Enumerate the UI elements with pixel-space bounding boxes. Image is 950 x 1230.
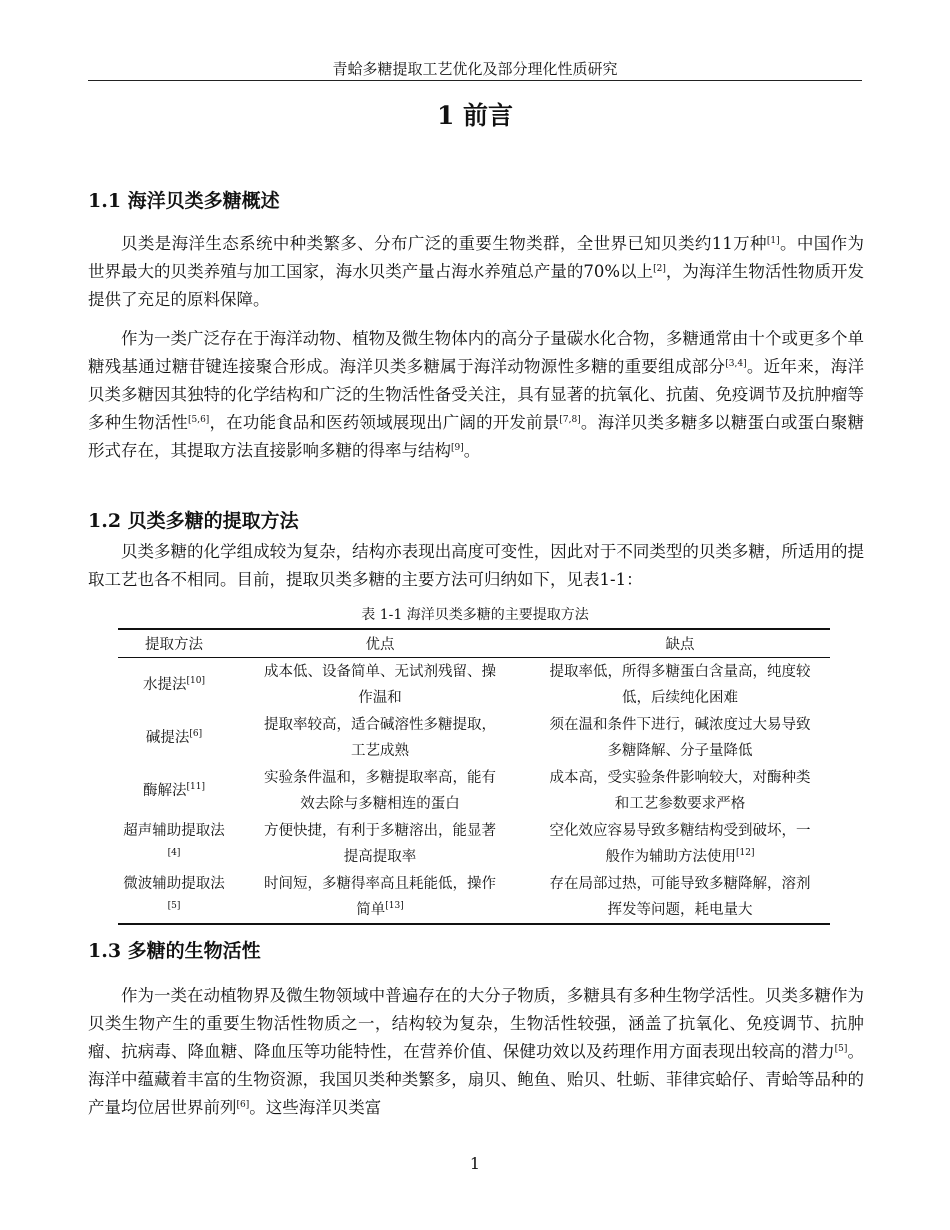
- table-header-method: 提取方法: [145, 637, 203, 653]
- table-row: [118, 658, 830, 712]
- citation: [2]: [653, 264, 666, 274]
- header-rule: [88, 80, 862, 81]
- pros-cell: 实验条件温和，多糖提取率高，能有效去除与多糖相连的蛋白: [264, 769, 496, 812]
- method-cell: 碱提法[6]: [145, 728, 203, 746]
- table-caption: 表 1-1 海洋贝类多糖的主要提取方法: [361, 607, 589, 623]
- table-row: [118, 870, 830, 924]
- pros-cell: 提取率较高，适合碱溶性多糖提取，工艺成熟: [264, 716, 496, 759]
- citation: [6]: [236, 1100, 250, 1110]
- section-1-3-title: 1.3 多糖的生物活性: [88, 940, 261, 962]
- paragraph-3: 贝类多糖的化学组成较为复杂，结构亦表现出高度可变性，因此对于不同类型的贝类多糖，所适用的提取工艺也各不相同。目前，提取贝类多糖的主要方法可归纳如下，见表1-1：: [88, 542, 864, 589]
- table-row: [118, 711, 830, 764]
- method-cell: 超声辅助提取法[4]: [123, 822, 225, 858]
- cons-cell: 空化效应容易导致多糖结构受到破坏，一般作为辅助方法使用[12]: [549, 822, 811, 865]
- cons-cell: 成本高，受实验条件影响较大，对酶种类和工艺参数要求严格: [549, 769, 811, 812]
- running-header: 青蛤多糖提取工艺优化及部分理化性质研究: [332, 60, 618, 78]
- citation: [9]: [451, 443, 464, 453]
- pros-cell: 方便快捷，有利于多糖溶出，能显著提高提取率: [264, 822, 496, 865]
- method-cell: 酶解法[11]: [143, 781, 205, 799]
- citation: [7,8]: [559, 415, 581, 425]
- pros-cell: 时间短，多糖得率高且耗能低，操作简单[13]: [264, 875, 496, 918]
- citation: [1]: [766, 236, 780, 246]
- table-header-cons: 缺点: [665, 637, 695, 653]
- paragraph-1: 贝类是海洋生态系统中种类繁多、分布广泛的重要生物类群，全世界已知贝类约11万种[1]。中国作为世界最大的贝类养殖与加工国家，海水贝类产量占海水养殖总产量的70%以上[2]，为海洋生物活性物质开发提供了充足的原料保障。: [88, 234, 864, 309]
- section-1-1-title: 1.1 海洋贝类多糖概述: [88, 190, 280, 212]
- table-row: [118, 817, 830, 870]
- citation: [5,6]: [187, 415, 210, 425]
- pros-cell: 成本低、设备简单、无试剂残留、操作温和: [264, 663, 496, 706]
- paragraph-4: 作为一类在动植物界及微生物领域中普遍存在的大分子物质，多糖具有多种生物学活性。贝类多糖作为贝类生物产生的重要生物活性物质之一，结构较为复杂，生物活性较强，涵盖了抗氧化、免疫调节、抗肿瘤、抗病毒、降血糖、降血压等功能特性，在营养价值、保健功效以及药理作用方面表现出较高的潜力[5]。海洋中蕴藏着丰富的生物资源，我国贝类种类繁多，扇贝、鲍鱼、贻贝、牡蛎、菲律宾蛤仔、青蛤等品种的产量均位居世界前列[6]。这些海洋贝类富: [88, 986, 865, 1117]
- chapter-title: 1 前言: [436, 101, 514, 130]
- page-number: 1: [469, 1154, 481, 1173]
- citation: [3,4]: [725, 359, 747, 369]
- paragraph-2: 作为一类广泛存在于海洋动物、植物及微生物体内的高分子量碳水化合物，多糖通常由十个或更多个单糖残基通过糖苷键连接聚合形成。海洋贝类多糖属于海洋动物源性多糖的重要组成部分[3,4]。近年来，海洋贝类多糖因其独特的化学结构和广泛的生物活性备受关注，具有显著的抗氧化、抗菌、免疫调节及抗肿瘤等多种生物活性[5,6]，在功能食品和医药领域展现出广阔的开发前景[7,8]。海洋贝类多糖多以糖蛋白或蛋白聚糖形式存在，其提取方法直接影响多糖的得率与结构[9]。: [88, 329, 865, 460]
- method-cell: 水提法[10]: [143, 675, 205, 693]
- cons-cell: 存在局部过热，可能导致多糖降解，溶剂挥发等问题，耗电量大: [549, 875, 811, 918]
- method-cell: 微波辅助提取法[5]: [123, 875, 225, 911]
- table-row: [118, 764, 830, 817]
- cons-cell: 提取率低，所得多糖蛋白含量高，纯度较低，后续纯化困难: [549, 663, 811, 706]
- table-header-pros: 优点: [365, 637, 395, 653]
- section-1-2-title: 1.2 贝类多糖的提取方法: [88, 510, 299, 532]
- citation: [5]: [834, 1044, 848, 1054]
- cons-cell: 须在温和条件下进行，碱浓度过大易导致多糖降解、分子量降低: [549, 716, 811, 759]
- extraction-methods-table: [118, 628, 830, 925]
